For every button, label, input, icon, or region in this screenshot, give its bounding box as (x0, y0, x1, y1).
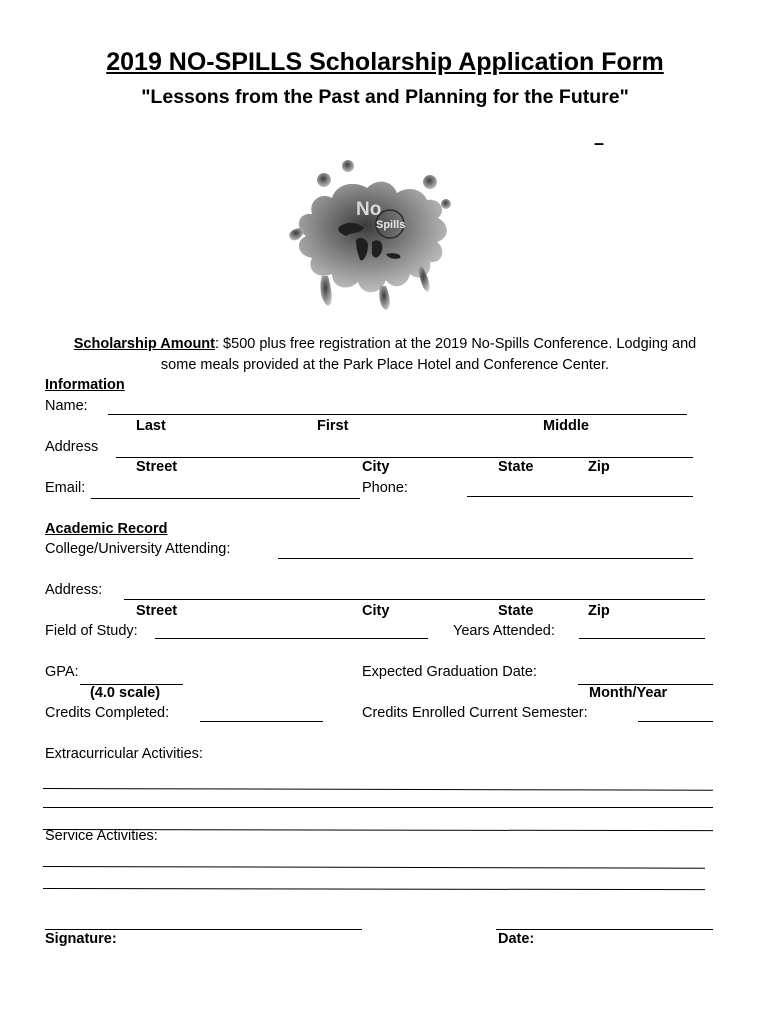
years-attended-label: Years Attended: (453, 623, 555, 639)
signature-line[interactable] (45, 929, 362, 930)
extracurricular-line-1[interactable] (43, 788, 713, 791)
address-field-line[interactable] (116, 457, 693, 458)
service-activities-label: Service Activities: (45, 828, 158, 844)
month-year-label: Month/Year (589, 685, 668, 701)
college-label: College/University Attending: (45, 541, 231, 557)
address-label: Address (45, 439, 99, 455)
form-title: 2019 NO-SPILLS Scholarship Application Form (106, 48, 664, 76)
form-subtitle: "Lessons from the Past and Planning for the Future" (141, 86, 629, 108)
address-sublabel-street: Street (136, 459, 178, 475)
credits-completed-line[interactable] (200, 721, 323, 722)
extracurricular-line-2[interactable] (43, 807, 713, 808)
academic-address-label: Address: (45, 582, 103, 598)
academic-address-sublabel-zip: Zip (588, 603, 610, 619)
expected-graduation-label: Expected Graduation Date: (362, 664, 537, 680)
name-sublabel-last: Last (136, 418, 166, 434)
email-field-line[interactable] (91, 498, 360, 499)
service-line-1[interactable] (43, 866, 705, 869)
name-sublabel-first: First (317, 418, 349, 434)
logo-text-no: No (356, 199, 382, 220)
academic-address-sublabel-state: State (498, 603, 534, 619)
gpa-scale-label: (4.0 scale) (90, 685, 161, 701)
phone-field-line[interactable] (467, 496, 693, 497)
date-line[interactable] (496, 929, 713, 930)
credits-completed-label: Credits Completed: (45, 705, 170, 721)
splash-icon (289, 160, 451, 310)
no-spills-logo (282, 158, 452, 313)
academic-address-sublabel-street: Street (136, 603, 178, 619)
extracurricular-label: Extracurricular Activities: (45, 746, 203, 762)
name-field-line[interactable] (108, 414, 687, 415)
scholarship-amount-label: Scholarship Amount (73, 336, 215, 352)
phone-label: Phone: (362, 480, 408, 496)
gpa-label: GPA: (45, 664, 79, 680)
address-sublabel-city: City (362, 459, 390, 475)
credits-enrolled-label: Credits Enrolled Current Semester: (362, 705, 588, 721)
scholarship-line-2: some meals provided at the Park Place Hotel and Conference Center. (160, 357, 610, 373)
scholarship-colon: : (215, 336, 220, 352)
academic-address-field-line[interactable] (124, 599, 705, 600)
service-line-2[interactable] (43, 888, 705, 890)
academic-record-heading: Academic Record (45, 521, 168, 537)
scholarship-text-1: $500 plus free registration at the 2019 No-Spills Conference. Lodging and (219, 336, 697, 352)
email-label: Email: (45, 480, 86, 496)
information-heading: Information (45, 377, 125, 393)
stray-dash: – (594, 133, 605, 153)
date-label: Date: (498, 931, 535, 947)
years-attended-line[interactable] (579, 638, 705, 639)
field-of-study-line[interactable] (155, 638, 428, 639)
college-field-line[interactable] (278, 558, 693, 559)
name-label: Name: (45, 398, 88, 414)
credits-enrolled-line[interactable] (638, 721, 713, 722)
signature-label: Signature: (45, 931, 117, 947)
address-sublabel-zip: Zip (588, 459, 610, 475)
field-of-study-label: Field of Study: (45, 623, 138, 639)
name-sublabel-middle: Middle (543, 418, 589, 434)
scholarship-line-1 (0, 336, 770, 352)
logo-text-spills: Spills (376, 219, 406, 231)
address-sublabel-state: State (498, 459, 534, 475)
academic-address-sublabel-city: City (362, 603, 390, 619)
